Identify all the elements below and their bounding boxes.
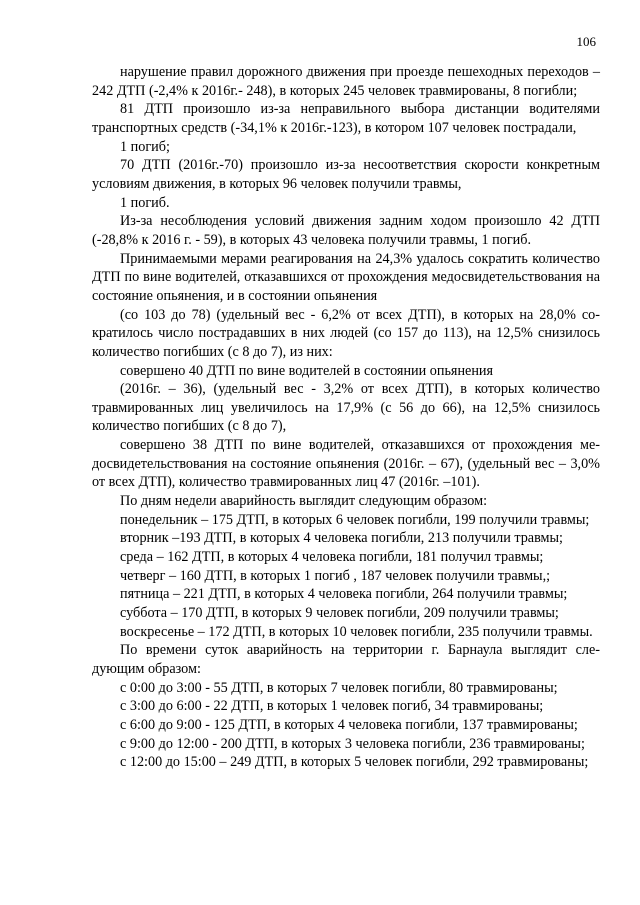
paragraph: Принимаемыми мерами реагирования на 24,3% удалось сократить количество ДТП по вине водителей, отказавшихся от прохождения медосвидетельствования на состояние опьянения, и в состоянии опьянения bbox=[92, 250, 600, 304]
paragraph: 1 погиб. bbox=[120, 194, 170, 211]
paragraph: 1 погиб; bbox=[120, 138, 170, 155]
paragraph: с 6:00 до 9:00 - 125 ДТП, в которых 4 человека погибли, 137 травмированы; bbox=[120, 716, 578, 733]
paragraph: По дням недели аварийность выглядит следующим образом: bbox=[120, 493, 488, 510]
paragraph: По времени суток аварийность на территории г. Барнаула выглядит следующим образом: bbox=[92, 642, 600, 677]
paragraph: с 9:00 до 12:00 - 200 ДТП, в которых 3 человека погибли, 236 травмированы; bbox=[120, 735, 585, 752]
paragraph: воскресенье – 172 ДТП, в которых 10 человек погибли, 235 получили травмы. bbox=[120, 623, 593, 640]
paragraph: (2016г. – 36), (удельный вес - 3,2% от всех ДТП), в которых количество травмированных лиц увеличилось на 17,9% (с 56 до 66), на 12,5% снизилось количество погибших (с 8 до 7), bbox=[92, 381, 600, 435]
body-text bbox=[92, 63, 600, 772]
paragraph: 70 ДТП (2016г.-70) произошло из-за несоответствия скорости конкретным условиям движения, в которых 96 человек получили травмы, bbox=[92, 157, 600, 192]
paragraph: 81 ДТП произошло из-за неправильного выбора дистанции водителями транспортных средств (-34,1% к 2016г.-123), в котором 107 человек пострадали, bbox=[92, 101, 600, 136]
paragraph: пятница – 221 ДТП, в которых 4 человека погибли, 264 получили травмы; bbox=[120, 586, 568, 603]
paragraph: нарушение правил дорожного движения при проезде пешеходных переходов – 242 ДТП (-2,4% к 2016г.- 248), в которых 245 человек травмированы, 8 погибли; bbox=[92, 64, 600, 99]
paragraph: совершено 40 ДТП по вине водителей в состоянии опьянения bbox=[120, 362, 494, 379]
paragraph: с 3:00 до 6:00 - 22 ДТП, в которых 1 человек погиб, 34 травмированы; bbox=[120, 698, 544, 715]
paragraph: среда – 162 ДТП, в которых 4 человека погибли, 181 получил травмы; bbox=[120, 549, 544, 566]
paragraph: с 12:00 до 15:00 – 249 ДТП, в которых 5 человек погибли, 292 травмированы; bbox=[120, 754, 589, 771]
paragraph: Из-за несоблюдения условий движения задним ходом произошло 42 ДТП (-28,8% к 2016 г. - 59), в которых 43 человека получили травмы, 1 погиб. bbox=[92, 213, 600, 248]
paragraph: с 0:00 до 3:00 - 55 ДТП, в которых 7 человек погибли, 80 травмированы; bbox=[120, 679, 558, 696]
paragraph: понедельник – 175 ДТП, в которых 6 человек погибли, 199 получили травмы; bbox=[120, 511, 590, 528]
paragraph: совершено 38 ДТП по вине водителей, отказавшихся от прохождения медосвидетельствования на состояние опьянения (2016г. – 67), (удельный вес – 3,0% от всех ДТП), количество травмированных лиц 47 (2016г. –101). bbox=[92, 437, 600, 491]
paragraph: (со 103 до 78) (удельный вес - 6,2% от всех ДТП), в которых на 28,0% сократилось число пострадавших в них людей (со 157 до 113), на 12,5% снизилось количество погибших (с 8 до 7), из них: bbox=[92, 306, 600, 360]
paragraph: суббота – 170 ДТП, в которых 9 человек погибли, 209 получили травмы; bbox=[120, 605, 559, 622]
page-number: 106 bbox=[576, 34, 596, 49]
paragraph: вторник –193 ДТП, в которых 4 человека погибли, 213 получили травмы; bbox=[120, 530, 564, 547]
paragraph: четверг – 160 ДТП, в которых 1 погиб , 187 человек получили травмы,; bbox=[120, 567, 551, 584]
